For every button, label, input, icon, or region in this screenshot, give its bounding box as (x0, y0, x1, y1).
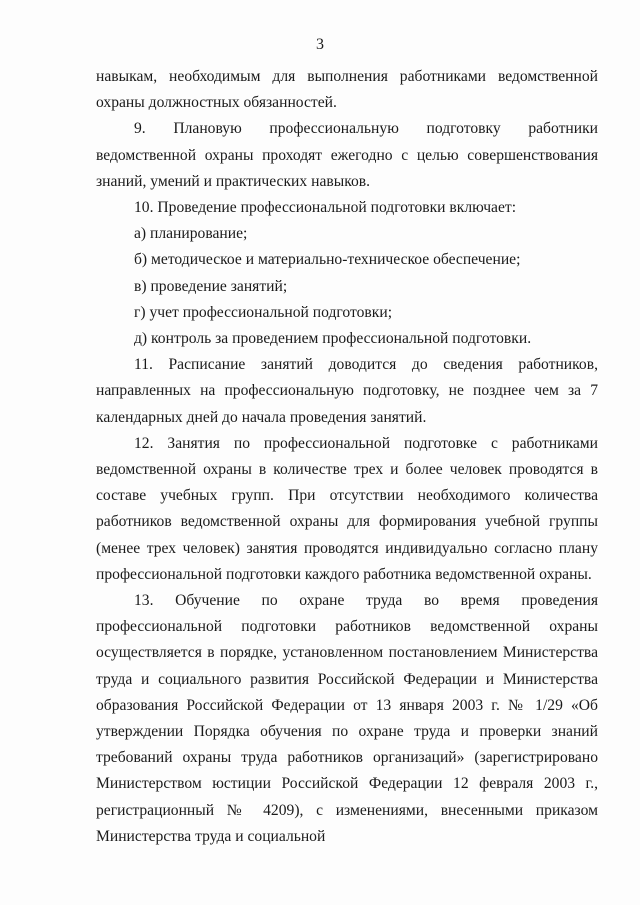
list-item-d: д) контроль за проведением профессиональной подготовки. (134, 330, 532, 348)
list-item-g: г) учет профессиональной подготовки; (134, 303, 393, 321)
paragraph-13: 13. Обучение по охране труда во время проведения профессиональной подготовки работников ведомственной охраны осуществляется в порядке, установленном постановлением Министерства труда и социального развития Российской Федерации и Министерства образования Российской Федерации от 13 января 2003 г. № 1/29 «Об утверждении Порядка обучения по охране труда и проверки знаний требований охраны труда работников организаций» (зарегистрировано Министерством юстиции Российской Федерации 12 февраля 2003 г., регистрационный № 4209), с изменениями, внесенными приказом Министерства труда и социальной (96, 592, 598, 845)
paragraph-continuation: навыкам, необходимым для выполнения работниками ведомственной охраны должностных обязанностей. (96, 68, 598, 112)
paragraph-11: 11. Расписание занятий доводится до сведения работников, направленных на профессиональную подготовку, не позднее чем за 7 календарных дней до начала проведения занятий. (96, 356, 598, 426)
list-item-a: а) планирование; (134, 225, 248, 243)
document-body (96, 64, 598, 850)
paragraph-9: 9. Плановую профессиональную подготовку работники ведомственной охраны проходят ежегодно с целью совершенствования знаний, умений и практических навыков. (96, 120, 598, 190)
page-number: 3 (316, 36, 324, 53)
paragraph-10: 10. Проведение профессиональной подготовки включает: (134, 199, 517, 217)
list-item-b: б) методическое и материально-техническое обеспечение; (134, 251, 521, 269)
list-item-v: в) проведение занятий; (134, 277, 288, 295)
paragraph-12: 12. Занятия по профессиональной подготовке с работниками ведомственной охраны в количестве трех и более человек проводятся в составе учебных групп. При отсутствии необходимого количества работников ведомственной охраны для формирования учебной группы (менее трех человек) занятия проводятся индивидуально согласно плану профессиональной подготовки каждого работника ведомственной охраны. (96, 434, 598, 583)
